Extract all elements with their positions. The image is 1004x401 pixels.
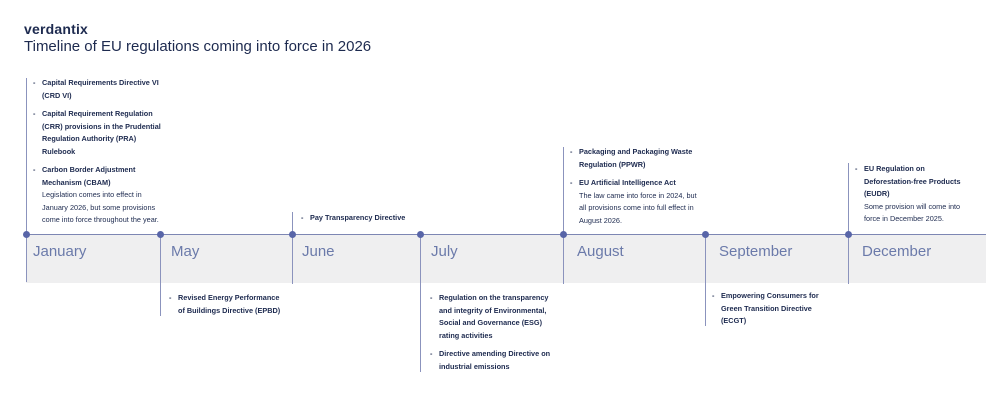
milestone-dot-august <box>560 231 567 238</box>
milestone-dot-december <box>845 231 852 238</box>
connector-may <box>160 234 161 316</box>
chart-title: Timeline of EU regulations coming into force in 2026 <box>24 38 372 55</box>
brand-logo: verdantix <box>24 21 89 37</box>
event-description: Some provision will come into force in December 2025. <box>864 201 961 223</box>
event-title: - EU Regulation on Deforestation-free Products (EUDR) <box>855 163 975 201</box>
event-description: Legislation comes into effect in January 2026, but some provisions come into force throughout the year. <box>42 190 159 224</box>
connector-december <box>848 163 849 284</box>
events-july <box>430 292 558 373</box>
events-may <box>169 292 287 317</box>
month-label-june: June <box>302 243 335 260</box>
event-description: The law came into force in 2024, but all provisions come into full effect in August 2026. <box>579 190 697 225</box>
event-title: - Capital Requirement Regulation (CRR) provisions in the Prudential Regulation Authority (PRA) Rulebook <box>33 108 161 158</box>
connector-september <box>705 234 706 326</box>
milestone-dot-june <box>289 231 296 238</box>
connector-january <box>26 78 27 282</box>
event-title: - Empowering Consumers for Green Transition Directive (ECGT) <box>712 290 830 328</box>
event-title: - EU Artificial Intelligence Act <box>570 177 700 190</box>
month-label-may: May <box>171 243 200 260</box>
connector-june <box>292 212 293 284</box>
event-title: - Regulation on the transparency and integrity of Environmental, Social and Governance (ESG) rating activities <box>430 292 558 342</box>
events-september <box>712 290 830 328</box>
timeline-band <box>26 235 986 283</box>
month-label-august: August <box>577 243 624 260</box>
milestone-dot-may <box>157 231 164 238</box>
event-title: - Carbon Border Adjustment Mechanism (CBAM) <box>33 164 161 189</box>
event-title: - Revised Energy Performance of Buildings Directive (EPBD) <box>169 292 287 317</box>
events-june <box>301 212 419 225</box>
events-january <box>33 77 161 227</box>
connector-july <box>420 234 421 372</box>
timeline-axis <box>26 234 986 235</box>
milestone-dot-january <box>23 231 30 238</box>
event-title: - Capital Requirements Directive VI (CRD VI) <box>33 77 161 102</box>
milestone-dot-july <box>417 231 424 238</box>
month-label-january: January <box>33 243 87 260</box>
event-title: - Packaging and Packaging Waste Regulation (PPWR) <box>570 146 700 171</box>
event-title: - Pay Transparency Directive <box>301 212 419 225</box>
events-august <box>570 146 700 227</box>
events-december <box>855 163 975 226</box>
month-label-july: July <box>431 243 458 260</box>
milestone-dot-september <box>702 231 709 238</box>
event-title: - Directive amending Directive on industrial emissions <box>430 348 558 373</box>
month-label-september: September <box>719 243 793 260</box>
month-label-december: December <box>862 243 932 260</box>
connector-august <box>563 147 564 284</box>
